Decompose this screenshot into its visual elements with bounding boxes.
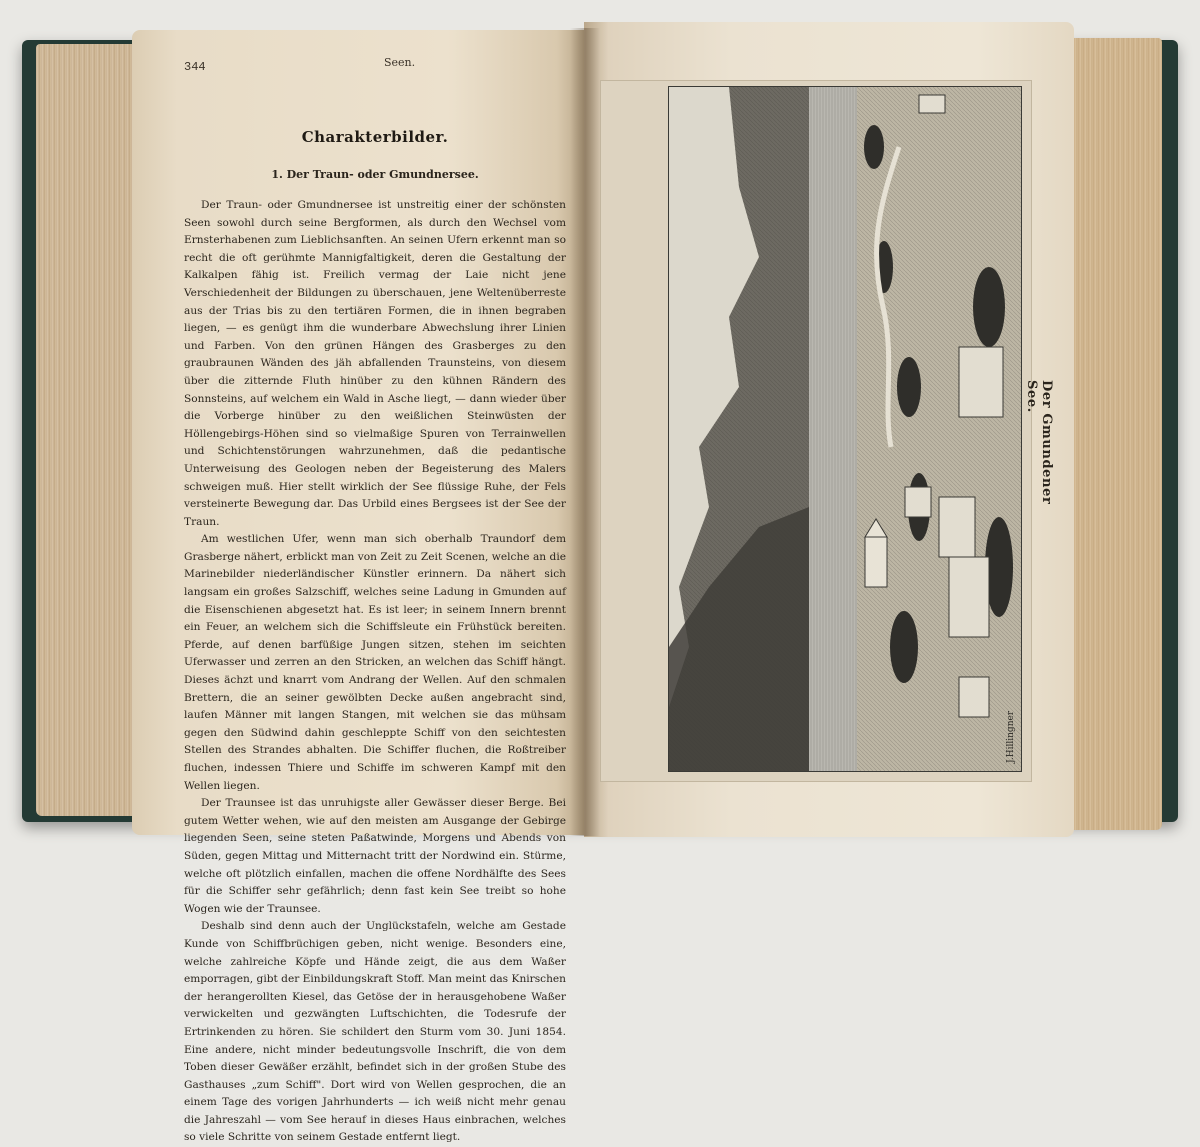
- right-page-edges: [1062, 38, 1162, 830]
- page-number: 344: [184, 60, 206, 74]
- paragraph: Der Traun- oder Gmundnersee ist unstreitig einer der schönsten Seen sowohl durch seine Bergformen, als durch den Wechsel vom Ernsterhabenen zum Lieblichsanften. An seinen Ufern erkennt man so recht die oft gerühmte Mannigfaltigkeit, deren die Gestaltung der Kalkalpen fähig ist. Freilich vermag der Laie nicht jene Verschiedenheit der Bildungen zu überschauen, jene Weltenüberreste aus der Trias bis zu den tertiären Formen, die in ihnen begraben liegen, — es genügt ihm die wunderbare Abwechslung ihrer Linien und Farben. Von den grünen Hängen des Grasberges zu den graubraunen Wänden des jäh abfallenden Traunsteins, von diesem über die zitternde Fluth hinüber zu den kühnen Rändern des Sonnsteins, auf welchem ein Wald in Asche liegt, — dann wieder über die Vorberge hinüber zu den weißlichen Steinwüsten der Höllengebirgs-Höhen sind so vielmaßige Spuren von Terrainwellen und Schichtenstörungen wahrzunehmen, daß die pedantische Unterweisung des Geologen neben der Begeisterung des Malers schweigen muß. Hier stellt wirklich der See flüssige Ruhe, der Fels versteinerte Bewegung dar. Das Urbild eines Bergsees ist der See der Traun.: [184, 199, 566, 528]
- page-header: [184, 56, 566, 76]
- body-text: [184, 197, 566, 1147]
- subsection-title: 1. Der Traun- oder Gmundnersee.: [271, 168, 479, 181]
- left-page-edges: [36, 44, 146, 816]
- paragraph: Deshalb sind denn auch der Unglückstafeln, welche am Gestade Kunde von Schiffbrüchigen geben, nicht wenige. Besonders eine, welche zahlreiche Köpfe und Hände zeigt, die aus dem Waßer emporragen, gibt der Einbildungskraft Stoff. Man meint das Knirschen der herangerollten Kiesel, das Getöse der in herausgehobene Waßer verwickelten und gezwängten Luftschichten, die Todesrufe der Ertrinkenden zu hören. Sie schildert den Sturm vom 30. Juni 1854. Eine andere, nicht minder bedeutungsvolle Inschrift, die von dem Toben dieser Gewäßer erzählt, befindet sich in der großen Stube des Gasthauses „zum Schiff". Dort wird von Wellen gesprochen, die an einem Tage des vorigen Jahrhunderts — ich weiß nicht mehr genau die Jahreszahl — vom See herauf in dieses Haus einbrachen, welches so viele Schritte von seinem Gestade entfernt liegt.: [184, 920, 566, 1144]
- lake-engraving-illustration: [668, 86, 1022, 772]
- illustration-caption: Der Gmundener See.: [1024, 380, 1054, 505]
- section-title: Charakterbilder.: [301, 128, 449, 146]
- paragraph: Der Traunsee ist das unruhigste aller Gewässer dieser Berge. Bei gutem Wetter wehen, wie auf den meisten am Ausgange der Gebirge liegenden Seen, seine steten Paßatwinde, Morgens und Abends von Süden, gegen Mittag und Mitternacht tritt der Nordwind ein. Stürme, welche oft plötzlich einfallen, machen die offene Nordhälfte des Sees für die Schiffer sehr gefährlich; denn fast kein See treibt so hohe Wogen wie der Traunsee.: [184, 797, 566, 915]
- book-gutter: [570, 28, 600, 836]
- left-page: [132, 30, 584, 1144]
- illustration-signature: J.Hillingner: [1006, 710, 1016, 763]
- running-head: Seen.: [384, 56, 416, 69]
- paragraph: Am westlichen Ufer, wenn man sich oberhalb Traundorf dem Grasberge nähert, erblickt man von Zeit zu Zeit Scenen, welche an die Marinebilder niederländischer Künstler erinnern. Da nähert sich langsam ein großes Salzschiff, welches seine Ladung in Gmunden auf die Eisenschienen abgesetzt hat. Es ist leer; in seinem Innern brennt ein Feuer, an welchem sich die Schiffsleute ein Frühstück bereiten. Pferde, auf denen barfüßige Jungen sitzen, stehen im seichten Uferwasser und zerren an den Stricken, an welchen das Schiff hängt. Dieses ächzt und knarrt vom Andrang der Wellen. Auf den schmalen Brettern, die an seiner gewölbten Decke außen angebracht sind, laufen Männer mit langen Stangen, mit welchen sie das mühsam gegen den Südwind dahin geschleppte Schiff von den seichtesten Stellen des Strandes abhalten. Die Schiffer fluchen, die Roßtreiber fluchen, indessen Thiere und Schiffe im schweren Kampf mit den Wellen liegen.: [184, 533, 566, 792]
